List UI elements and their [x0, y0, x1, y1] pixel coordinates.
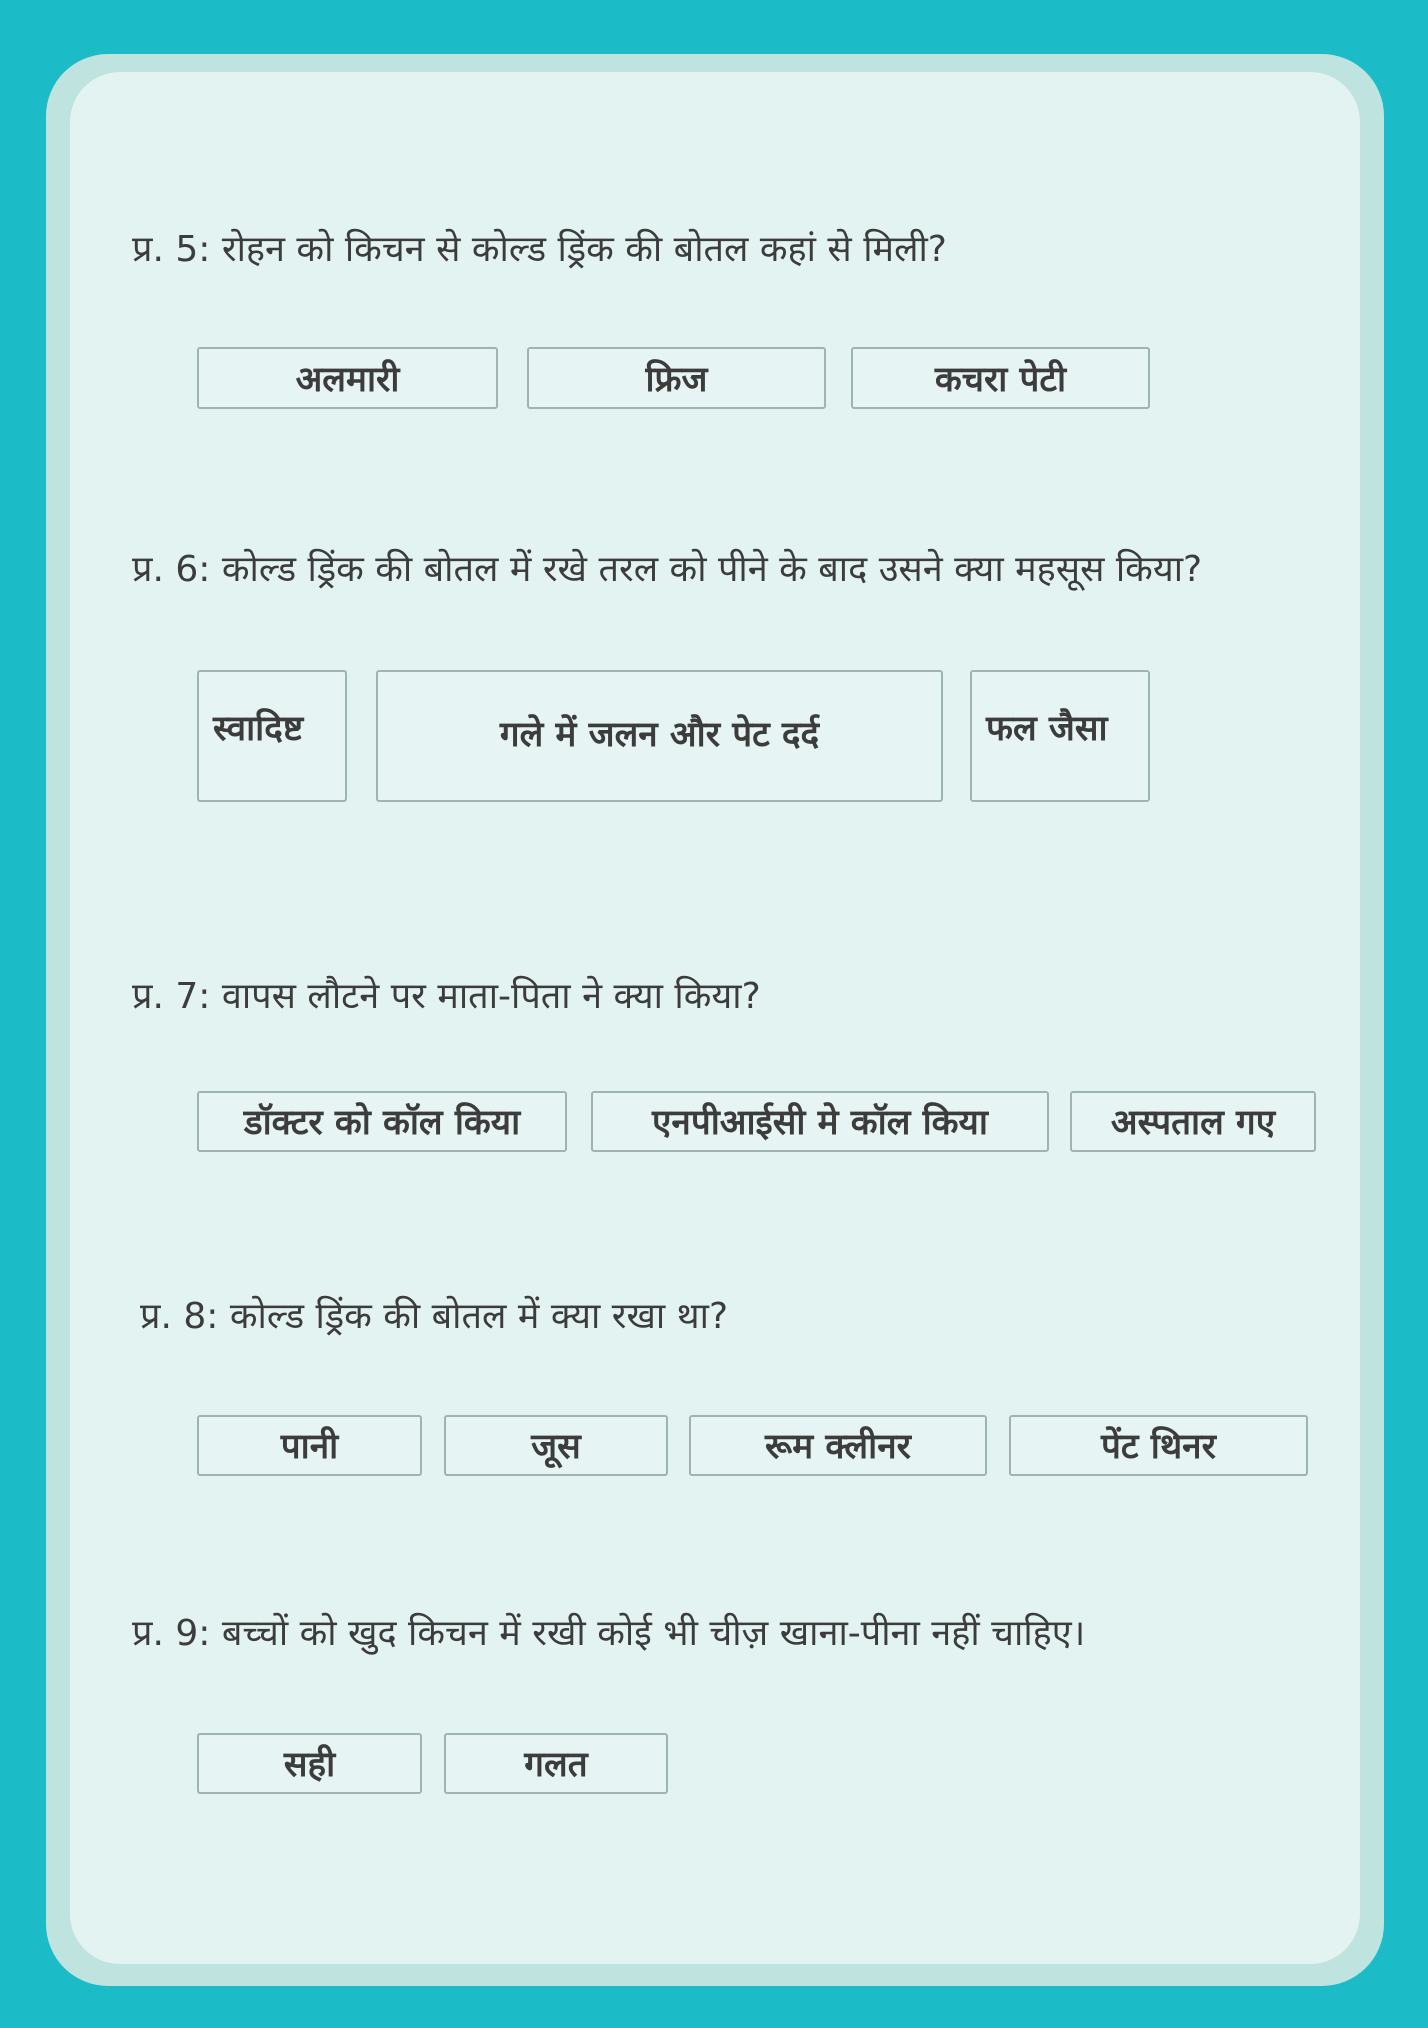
q9-option-galat[interactable]: गलत [444, 1733, 668, 1794]
q6-option-swadisht[interactable]: स्वादिष्ट [197, 670, 347, 802]
q7-option-aspatal-gaye[interactable]: अस्पताल गए [1070, 1091, 1316, 1152]
q7-option-npic-call[interactable]: एनपीआईसी मे कॉल किया [591, 1091, 1049, 1152]
question-7: प्र. 7: वापस लौटने पर माता-पिता ने क्या किया? [132, 976, 761, 1017]
q5-option-kachra-peti[interactable]: कचरा पेटी [851, 347, 1150, 409]
q5-option-fridge[interactable]: फ्रिज [527, 347, 826, 409]
q5-option-almari[interactable]: अलमारी [197, 347, 498, 409]
q6-option-gale-mein-jalan[interactable]: गले में जलन और पेट दर्द [376, 670, 943, 802]
q6-option-phal-jaisa[interactable]: फल जैसा [970, 670, 1150, 802]
q8-option-pani[interactable]: पानी [197, 1415, 422, 1476]
q9-option-sahi[interactable]: सही [197, 1733, 422, 1794]
question-8: प्र. 8: कोल्ड ड्रिंक की बोतल में क्या रखा था? [140, 1296, 729, 1337]
q8-option-juice[interactable]: जूस [444, 1415, 668, 1476]
question-5: प्र. 5: रोहन को किचन से कोल्ड ड्रिंक की बोतल कहां से मिली? [132, 229, 947, 270]
question-6: प्र. 6: कोल्ड ड्रिंक की बोतल में रखे तरल को पीने के बाद उसने क्या महसूस किया? [132, 549, 1203, 590]
q7-option-doctor-call[interactable]: डॉक्टर को कॉल किया [197, 1091, 567, 1152]
q8-option-room-cleaner[interactable]: रूम क्लीनर [689, 1415, 987, 1476]
q8-option-paint-thinner[interactable]: पेंट थिनर [1009, 1415, 1308, 1476]
question-9: प्र. 9: बच्चों को खुद किचन में रखी कोई भी चीज़ खाना-पीना नहीं चाहिए। [132, 1613, 1086, 1654]
